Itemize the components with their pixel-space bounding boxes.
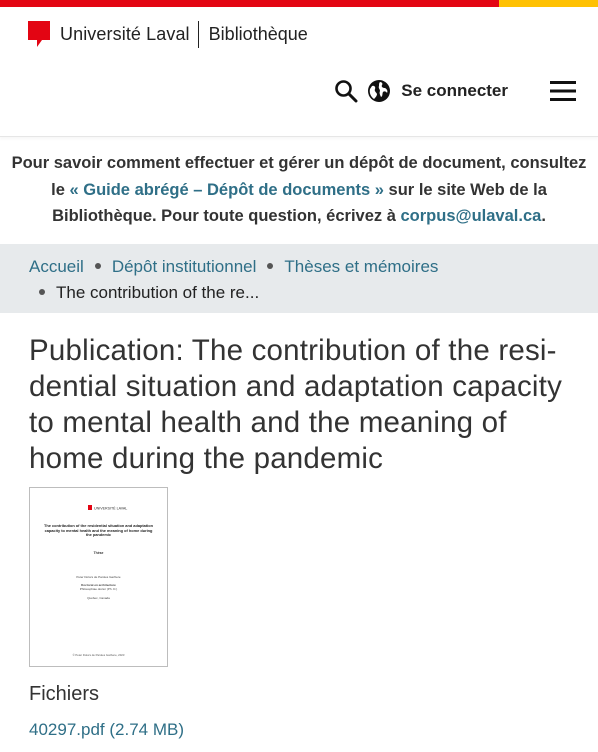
breadcrumb-theses[interactable]: Thèses et mémoires xyxy=(284,257,439,276)
brand-color-bar xyxy=(0,0,598,7)
files-heading: Fichiers xyxy=(29,683,100,705)
deposit-notice xyxy=(0,150,598,230)
notice-text-end: . xyxy=(541,207,546,225)
thumbnail-thesis-word: Thèse xyxy=(93,551,104,555)
search-icon[interactable] xyxy=(334,79,358,103)
thumbnail-place: Québec, Canada xyxy=(87,596,110,600)
site-header xyxy=(0,7,598,137)
thumbnail-logo-text: UNIVERSITÉ LAVAL xyxy=(94,506,128,511)
breadcrumb-separator xyxy=(39,289,45,295)
thumbnail-degree: Philosophiae doctor (Ph. D.) xyxy=(79,587,118,591)
thumbnail-logo-icon xyxy=(88,505,92,510)
university-name: Université Laval xyxy=(60,23,190,44)
thumbnail-program: Doctorat en architecture xyxy=(81,583,116,587)
breadcrumb-current: The contribution of the re... xyxy=(56,283,260,302)
header-actions xyxy=(334,77,576,105)
library-name: Bibliothèque xyxy=(208,23,308,44)
thumbnail-author: Peter Dolors de Paroles Gazbere xyxy=(76,575,121,579)
brand-bar-yellow xyxy=(499,0,598,7)
pdf-download-link[interactable]: 40297.pdf (2.74 MB) xyxy=(29,720,184,739)
breadcrumb-institutional-repository[interactable]: Dépôt institutionnel xyxy=(111,257,257,276)
notice-text-1: Pour savoir comment effectuer et gérer un dépôt de document, consultez le xyxy=(11,154,587,199)
notice-text-2: sur le site Web de la Bibliothèque. Pour toute question, écrivez à xyxy=(52,180,547,225)
breadcrumb xyxy=(0,244,598,313)
globe-icon[interactable] xyxy=(367,79,391,103)
login-link[interactable]: Se connecter xyxy=(401,81,508,100)
site-logo[interactable] xyxy=(28,20,308,48)
publication-title: Publication: The contribution of the residential situation and adaptation capacity to mental health and the meaning of home during the pandemic xyxy=(29,334,563,475)
email-link[interactable]: corpus@ulaval.ca xyxy=(400,207,542,225)
brand-bar-red xyxy=(0,0,499,7)
thumbnail-doc-title: The contribution of the residential situation and adaptation capacity to mental health and the meaning of home during the pandemic xyxy=(44,524,153,538)
breadcrumb-separator xyxy=(95,263,101,269)
breadcrumb-home[interactable]: Accueil xyxy=(29,257,84,276)
logo-divider xyxy=(198,21,199,48)
document-thumbnail[interactable] xyxy=(29,487,168,667)
ulaval-shield-icon xyxy=(28,21,50,47)
breadcrumb-separator xyxy=(267,263,273,269)
thumbnail-copyright: © Peter Dolors de Paroles Gazbere, 2023 xyxy=(72,653,125,657)
guide-link[interactable]: « Guide abrégé – Dépôt de documents » xyxy=(69,180,384,199)
hamburger-menu-icon[interactable] xyxy=(550,80,576,102)
